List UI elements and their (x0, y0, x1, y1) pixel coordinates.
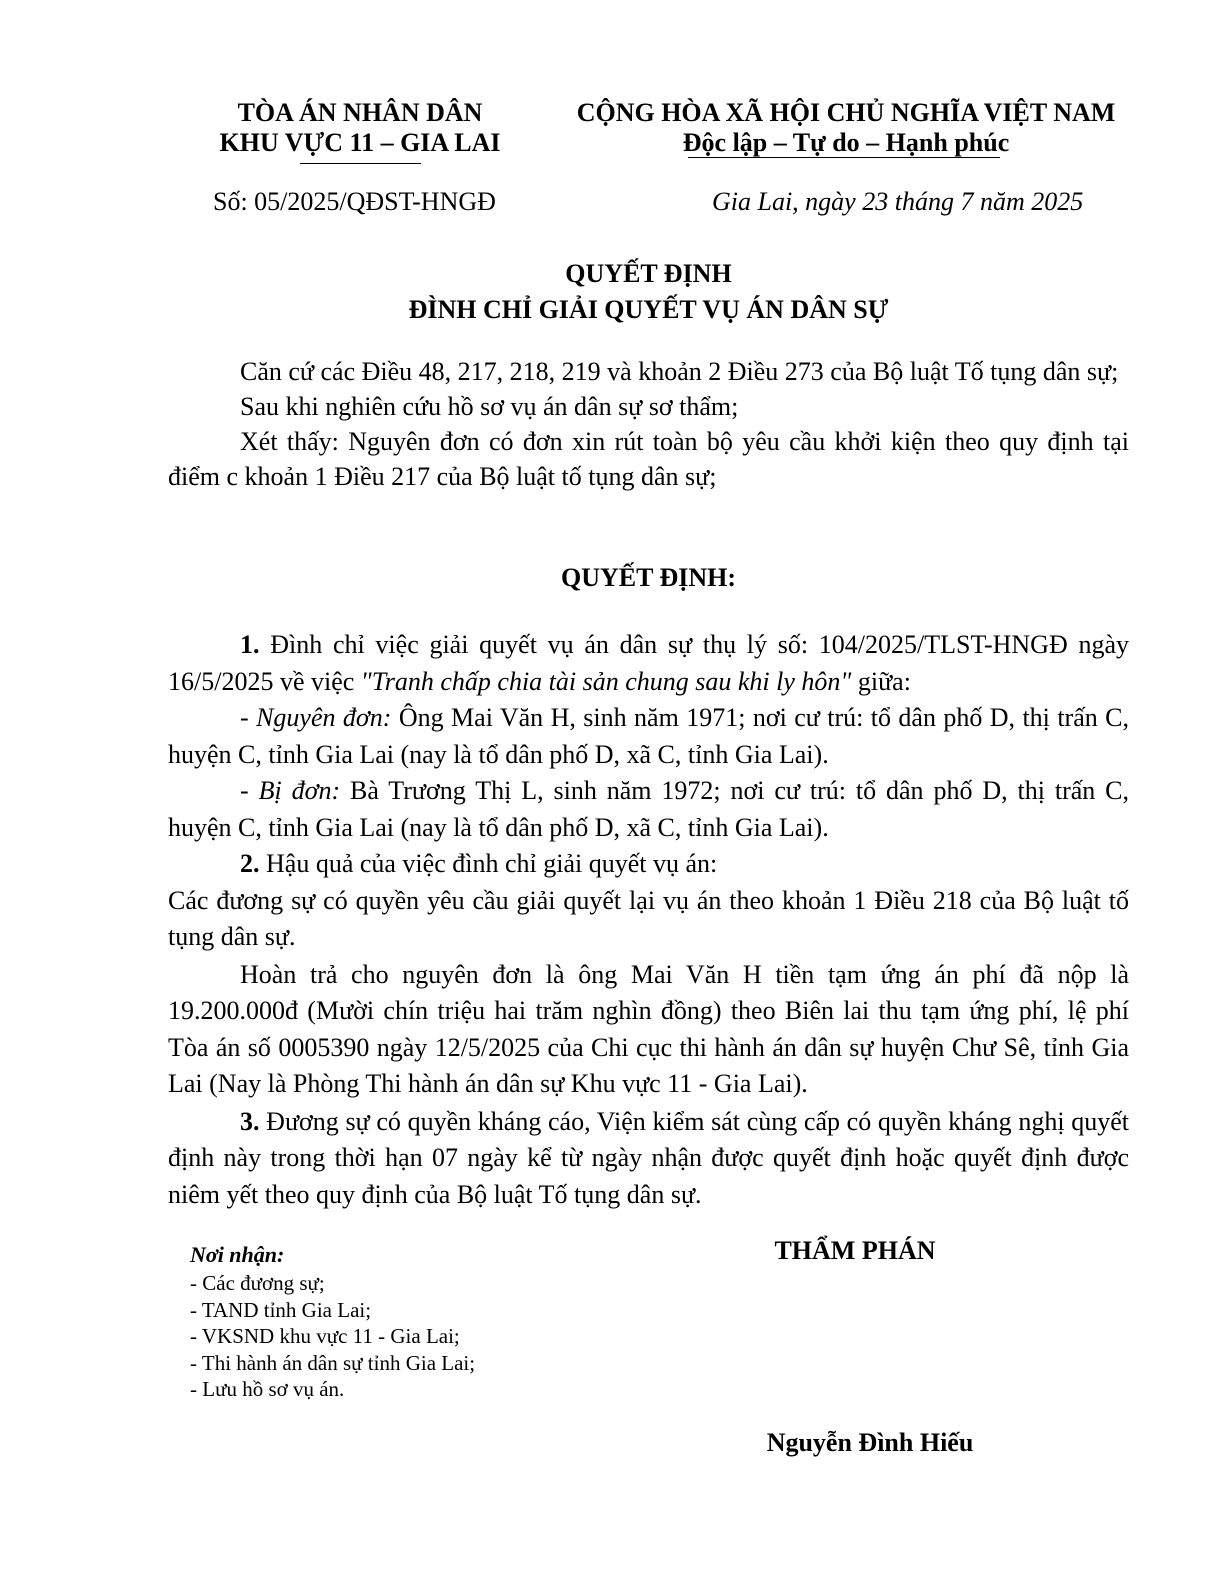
motto-underline (688, 157, 1000, 158)
item-2-consequence: Các đương sự có quyền yêu cầu giải quyết lại vụ án theo khoản 1 Điều 218 của Bộ luật tố tụng dân sự. (168, 885, 1129, 951)
item-3-text: Đương sự có quyền kháng cáo, Viện kiểm sát cùng cấp có quyền kháng nghị quyết định này trong thời hạn 07 ngày kể từ ngày nhận được quyết định hoặc quyết định được niêm yết theo quy định của Bộ luật Tố tụng dân sự. (168, 1106, 1129, 1209)
legal-basis: Căn cứ các Điều 48, 217, 218, 219 và khoản 2 Điều 273 của Bộ luật Tố tụng dân sự; (240, 357, 1119, 386)
recipients (190, 1240, 475, 1403)
recipient-item: - Các đương sự; (190, 1271, 325, 1295)
plaintiff: - Nguyên đơn: Ông Mai Văn H, sinh năm 1971; nơi cư trú: tổ dân phố D, thị trấn C, huyện C, tỉnh Gia Lai (nay là tổ dân phố D, xã C, tỉnh Gia Lai). (168, 703, 1129, 769)
court-name (168, 98, 552, 158)
defendant-text: Bà Trương Thị L, sinh năm 1972; nơi cư trú: tổ dân phố D, thị trấn C, huyện C, tỉnh Gia Lai (nay là tổ dân phố D, xã C, tỉnh Gia Lai). (168, 776, 1130, 842)
country-name: CỘNG HÒA XÃ HỘI CHỦ NGHĨA VIỆT NAM (576, 98, 1116, 127)
decision-items (168, 627, 1129, 1213)
signer-name: Nguyễn Đình Hiếu (766, 1428, 974, 1457)
motto: Độc lập – Tự do – Hạnh phúc (682, 128, 1010, 157)
plaintiff-label: Nguyên đơn: (256, 703, 392, 732)
recipient-item: - Lưu hồ sơ vụ án. (190, 1377, 345, 1401)
research-statement: Sau khi nghiên cứu hồ sơ vụ án dân sự sơ thẩm; (240, 392, 739, 421)
item-1-text-b: giữa: (851, 666, 911, 696)
title-line1: QUYẾT ĐỊNH (565, 259, 732, 288)
recipient-item: - TAND tỉnh Gia Lai; (190, 1297, 372, 1322)
plaintiff-text: Ông Mai Văn H, sinh năm 1971; nơi cư trú: tổ dân phố D, thị trấn C, huyện C, tỉnh Gia Lai (nay là tổ dân phố D, xã C, tỉnh Gia Lai). (168, 703, 1129, 769)
court-name-underline (300, 163, 421, 164)
court-name-line1: TÒA ÁN NHÂN DÂN (237, 98, 483, 127)
recipient-item: - VKSND khu vực 11 - Gia Lai; (190, 1324, 460, 1348)
signer-title: THẨM PHÁN (774, 1236, 936, 1265)
case-title: "Tranh chấp chia tài sản chung sau khi ly hôn" (360, 666, 852, 696)
consideration: Xét thấy: Nguyên đơn có đơn xin rút toàn bộ yêu cầu khởi kiện theo quy định tại điểm c khoản 1 Điều 217 của Bộ luật tố tụng dân sự; (168, 427, 1129, 491)
preamble (168, 354, 1129, 494)
item-2-heading-text: Hậu quả của việc đình chỉ giải quyết vụ án: (259, 849, 718, 878)
item-1 (168, 627, 1129, 700)
item-1-text-a: Đình chỉ việc giải quyết vụ án dân sự thụ lý số: 104/2025/TLST-HNGĐ ngày 16/5/2025 về việc (168, 630, 1129, 696)
place-date: Gia Lai, ngày 23 tháng 7 năm 2025 (712, 187, 1084, 216)
title-line2: ĐÌNH CHỈ GIẢI QUYẾT VỤ ÁN DÂN SỰ (408, 295, 889, 324)
document-title (168, 256, 1129, 328)
recipients-heading: Nơi nhận: (190, 1242, 285, 1267)
document-number: Số: 05/2025/QĐST-HNGĐ (213, 187, 496, 216)
recipient-item: - Thi hành án dân sự tỉnh Gia Lai; (190, 1350, 476, 1375)
item-3-number: 3. (240, 1106, 260, 1136)
item-1-number: 1. (240, 630, 260, 659)
item-2-heading (168, 846, 1129, 883)
court-name-line2: KHU VỰC 11 – GIA LAI (219, 128, 501, 157)
national-motto (576, 98, 1116, 158)
decision-heading: QUYẾT ĐỊNH: (560, 563, 737, 592)
item-2-number: 2. (240, 849, 260, 878)
defendant-label: Bị đơn: (258, 776, 341, 805)
defendant: - Bị đơn: Bà Trương Thị L, sinh năm 1972; nơi cư trú: tổ dân phố D, thị trấn C, huyện C, tỉnh Gia Lai (nay là tổ dân phố D, xã C, tỉnh Gia Lai). (168, 776, 1130, 842)
item-2-refund: Hoàn trả cho nguyên đơn là ông Mai Văn H tiền tạm ứng án phí đã nộp là 19.200.000đ (Mười chín triệu hai trăm nghìn đồng) theo Biên lai thu tạm ứng phí, lệ phí Tòa án số 0005390 ngày 12/5/2025 của Chi cục thi hành án dân sự huyện Chư Sê, tỉnh Gia Lai (Nay là Phòng Thi hành án dân sự Khu vực 11 - Gia Lai). (168, 959, 1129, 1098)
item-3 (168, 1104, 1129, 1214)
